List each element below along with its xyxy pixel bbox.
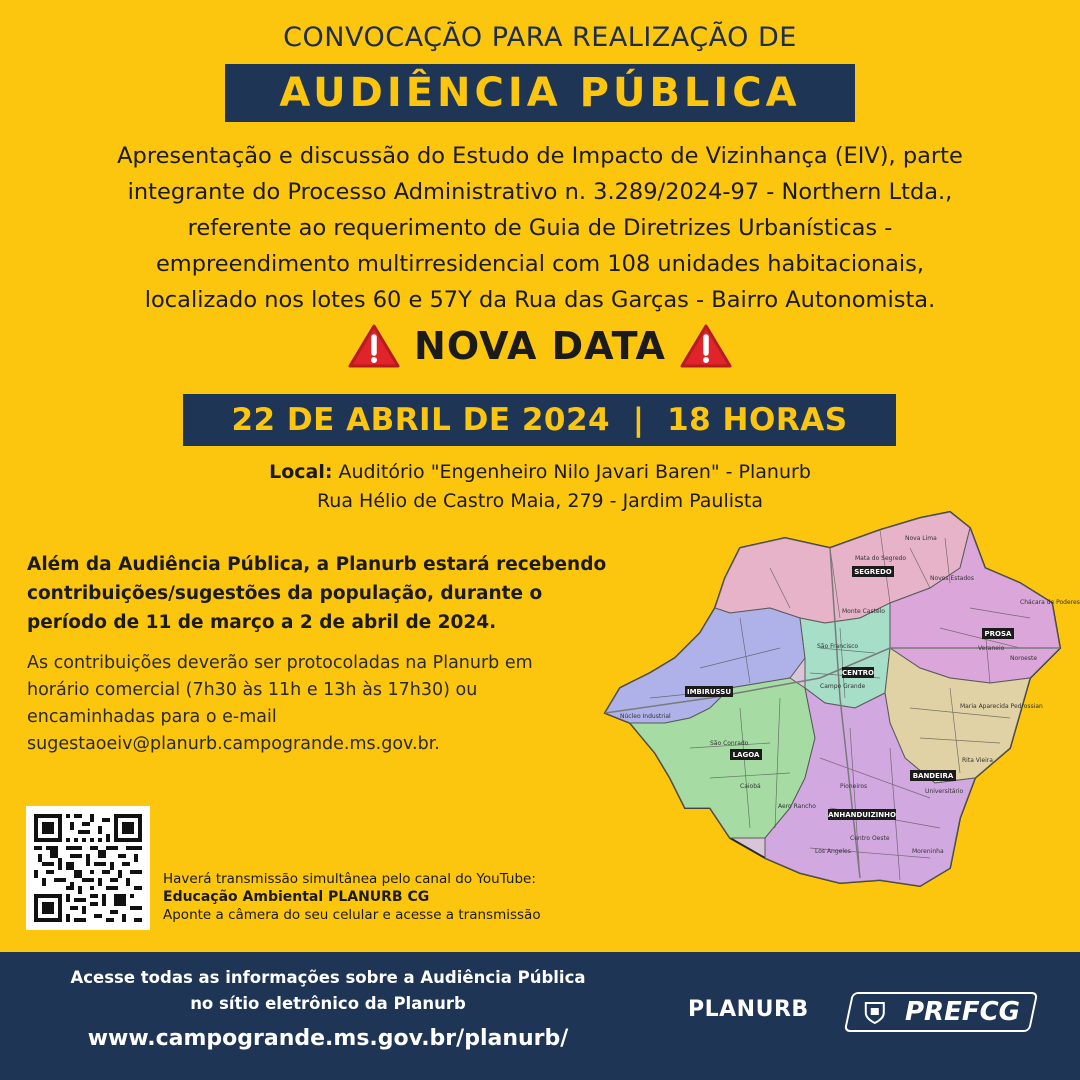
map-label: Caiobá <box>740 783 761 790</box>
contrib-line: horário comercial (7h30 às 11h e 13h às 17h30) ou <box>27 680 478 700</box>
map-label: São Conrado <box>710 740 749 747</box>
extra-line: período de 11 de março a 2 de abril de 2024. <box>27 612 497 633</box>
extra-contributions-text <box>27 550 677 637</box>
crest-icon <box>864 1001 886 1025</box>
map-label: Aero Rancho <box>778 803 816 810</box>
footer-line: Acesse todas as informações sobre a Audiência Pública <box>70 968 586 987</box>
contrib-line: As contribuições deverão ser protocoladas na Planurb em <box>27 653 533 673</box>
local-line-1 <box>0 458 1080 487</box>
map-label: Los Angeles <box>815 848 851 855</box>
map-region-label: ANHANDUIZINHO <box>828 811 896 819</box>
map-label: Centro Oeste <box>850 835 890 842</box>
map-label: Nova Lima <box>905 535 937 542</box>
footer <box>0 952 1080 1080</box>
map-label: Veraneio <box>978 645 1005 652</box>
extra-line: contribuições/sugestões da população, durante o <box>27 583 543 604</box>
map-label: Maria Aparecida Pedrossian <box>960 703 1043 710</box>
local-venue: Auditório "Engenheiro Nilo Javari Baren" - Planurb <box>332 461 811 483</box>
intro-line: Apresentação e discussão do Estudo de Impacto de Vizinhança (EIV), parte <box>117 143 963 169</box>
qr-code[interactable] <box>26 806 150 930</box>
footer-line: no sítio eletrônico da Planurb <box>190 994 466 1013</box>
map-label: Universitário <box>925 788 964 795</box>
prefcg-logo <box>844 992 1039 1032</box>
contrib-instructions <box>27 650 647 758</box>
local-address: Rua Hélio de Castro Maia, 279 - Jardim Paulista <box>316 490 764 512</box>
map-region-label: CENTRO <box>842 669 874 677</box>
intro-line: referente ao requerimento de Guia de Diretrizes Urbanísticas - <box>187 215 893 241</box>
planurb-logo: PLANURB <box>688 997 809 1022</box>
map-region-label: PROSA <box>984 630 1012 638</box>
footer-url-link[interactable]: www.campogrande.ms.gov.br/planurb/ <box>87 1026 569 1051</box>
prefcg-logo-text: PREFCG <box>904 997 1020 1027</box>
map-region-label: SEGREDO <box>854 568 892 576</box>
youtube-line: Haverá transmissão simultânea pelo canal do YouTube: <box>163 871 536 887</box>
intro-line: empreendimento multirresidencial com 108 unidades habitacionais, <box>155 251 925 277</box>
map-region-label: BANDEIRA <box>912 772 954 780</box>
contrib-email[interactable]: sugestaoeiv@planurb.campogrande.ms.gov.br. <box>27 734 440 754</box>
nova-data-row <box>0 318 1080 374</box>
banner-title: AUDIÊNCIA PÚBLICA <box>225 64 855 122</box>
local-label: Local: <box>269 461 333 483</box>
map-label: Moreninha <box>912 848 944 855</box>
map-label: Noroeste <box>1010 655 1038 662</box>
map-label: Monte Castelo <box>842 608 885 615</box>
map-label: Novos Estados <box>930 575 974 582</box>
intro-line: integrante do Processo Administrativo n. 3.289/2024-97 - Northern Ltda., <box>127 179 953 205</box>
warning-icon <box>680 323 732 369</box>
intro-line: localizado nos lotes 60 e 57Y da Rua das Garças - Bairro Autonomista. <box>144 287 936 313</box>
map-label: São Francisco <box>817 643 859 650</box>
contrib-line: encaminhadas para o e-mail <box>27 707 277 727</box>
top-title: CONVOCAÇÃO PARA REALIZAÇÃO DE <box>283 22 797 53</box>
map-label: Pioneiros <box>840 783 868 790</box>
map-label: Mata do Segredo <box>855 555 906 562</box>
map-label: Núcleo Industrial <box>620 713 671 720</box>
youtube-channel[interactable]: Educação Ambiental PLANURB CG <box>163 889 430 905</box>
map-label: Campo Grande <box>820 683 866 690</box>
map-region-label: IMBIRUSSU <box>686 688 732 696</box>
nova-data-label: NOVA DATA <box>414 324 666 368</box>
intro-text <box>20 138 1060 318</box>
map-label: Chácara de Poderes <box>1020 599 1080 606</box>
extra-line: Além da Audiência Pública, a Planurb estará recebendo <box>27 554 607 575</box>
youtube-line: Aponte a câmera do seu celular e acesse a transmissão <box>163 907 541 923</box>
date-bar: 22 DE ABRIL DE 2024 | 18 HORAS <box>183 394 896 446</box>
map-region-label: LAGOA <box>732 751 760 759</box>
warning-icon <box>348 323 400 369</box>
map-label: Rita Vieira <box>962 757 993 764</box>
city-map <box>590 508 1080 900</box>
youtube-info <box>163 870 633 924</box>
